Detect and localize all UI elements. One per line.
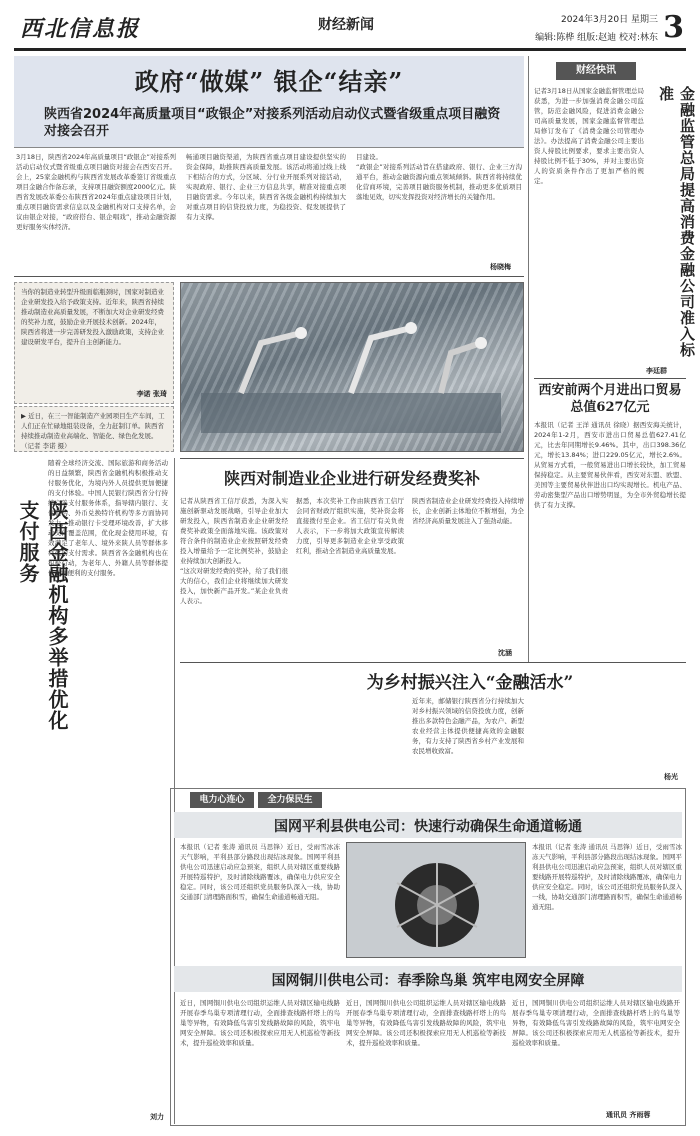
payment-byline: 刘力 [150, 1113, 164, 1121]
photo1-side-text-box [14, 282, 174, 404]
vertical-headline-payment: 陕西金融机构多举措优化支付服务 [16, 500, 69, 731]
lead-column-1: 3月18日，陕西省2024年高质量项目“政银企”对接系列活动启动仪式暨省级重点项目融资对接会在西安召开。会上，25家金融机构与陕西省发展改革委签订省级重点项目金融合作备忘录，支持项目融资额度2000亿元。陕西省发展改革委公布陕西省2024年重点建设项目计划，重点项目融资需求信息以及金融机构对口支持名单，会议由银企对接，“政府搭台、银企唱戏”，推动金融资源更好服务实体经济。 [16, 153, 176, 231]
pingli-text: 本报讯（记者 张涛 通讯员 马思锋）近日，受雨雪冰冻天气影响，平利县部分路段出现结冰现象。国网平利县供电公司迅速启动应急预案，组织人员对辖区重要线路开展特巡特护，及时清除线路覆冰，确保电力供应安全稳定。同时，该公司还组织党员服务队深入一线，协助交通部门清理路面积雪，确保生命通道畅通无阻。 [180, 843, 340, 901]
section-name: 财经新闻 [318, 17, 374, 33]
page-number: 3 [663, 10, 684, 45]
rd-column-1: 记者从陕西省工信厅获悉，为深入实施创新驱动发展战略，引导企业加大研发投入，陕西省制造业企业研发经费奖补政策全面落地实施。该政策对符合条件的制造业企业按照研发经费投入增量给予一定比例奖补，鼓励企业持续加大创新投入。 “这次对研发经费的奖补，给了我们很大的信心，我们企业将继续加大研发投入，加快新产品开发。”某企业负责人表示。 [180, 497, 288, 605]
lead-column-2: 畅通项目融资渠道，为陕西省重点项目建设提供坚实的资金保障，助推陕西高质量发展。该活动将通过线上线下相结合的方式，分区域、分行业开展系列对接活动，实现政府、银行、企业三方信息共享，精准对接重点项目融资需求。今年以来，陕西省各级金融机构持续加大对重点项目的信贷投放力度，为稳投资、促发展提供了有力支撑。 [186, 153, 346, 221]
snow-repair-photo [346, 842, 526, 958]
consumer-finance-byline: 李廷群 [646, 367, 667, 375]
tongchuan-byline: 通讯员 齐雨蓉 [606, 1111, 651, 1119]
factory-photo [180, 282, 524, 452]
divider [534, 378, 686, 379]
consumer-finance-text: 记者3月18日从国家金融监督管理总局获悉，为进一步加强消费金融公司监管，防范金融风险，促进消费金融公司高质量发展，国家金融监督管理总局修订发布了《消费金融公司管理办法》。办法提高了消费金融公司主要出资人持股比例要求，要求主要出资人持股比例不低于30%，并对主要出资人的资质条件作出了更加严格的规定。 [534, 87, 644, 185]
lead-story-header [14, 56, 524, 148]
lead-headline: 政府“做媒” 银企“结亲” [134, 67, 404, 96]
tongchuan-column-1: 近日，国网铜川供电公司组织运维人员对辖区输电线路开展春季鸟巢专项清理行动，全面排查线路杆塔上的鸟巢等异物，有效降低鸟害引发线路故障的风险，筑牢电网安全屏障。该公司还积极探索应用无人机巡检等新技术，提升巡检效率和质量。 [180, 999, 340, 1047]
masthead [14, 4, 686, 56]
masthead-rule [14, 48, 686, 51]
date-line: 2024年3月20日 星期三 [561, 15, 658, 25]
pingli-text-cont: 本报讯（记者 张涛 通讯员 马思锋）近日，受雨雪冰冻天气影响，平利县部分路段出现结冰现象。国网平利县供电公司迅速启动应急预案，组织人员对辖区重要线路开展特巡特护，及时清除线路覆冰，确保电力供应安全稳定。同时，该公司还组织党员服务队深入一线，协助交通部门清理路面积雪，确保生命通道畅通无阻。 [532, 843, 682, 911]
rd-headline: 陕西对制造业企业进行研发经费奖补 [223, 469, 480, 488]
column-label: 财经快讯 [556, 62, 636, 80]
rural-byline: 杨光 [664, 773, 678, 781]
editors-line: 编辑:陈桦 组版:赵迪 校对:林东 [535, 33, 658, 43]
paper-name: 西北信息报 [20, 16, 141, 42]
tire-chains-illustration [347, 843, 526, 958]
tongchuan-column-3: 近日，国网铜川供电公司组织运维人员对辖区输电线路开展春季鸟巢专项清理行动，全面排查线路杆塔上的鸟巢等异物，有效降低鸟害引发线路故障的风险，筑牢电网安全屏障。该公司还积极探索应用无人机巡检等新技术，提升巡检效率和质量。 [512, 999, 680, 1047]
rd-column-2: 据悉，本次奖补工作由陕西省工信厅会同省财政厅组织实施，奖补资金将直接拨付至企业。省工信厅有关负责人表示，下一步将加大政策宣传解读力度，引导更多制造业企业享受政策红利，推动全省制造业高质量发展。 [296, 497, 404, 555]
payment-story-text: 随着全球经济交流、国际旅游和商务活动的日益频繁，陕西省金融机构积极推动支付服务优化，为境内外人员提供更加便捷的支付体验。中国人民银行陕西省分行持续完善支付服务体系，指导辖内银行、支付机构、外币兑换特许机构等多方面协同发力，推动银行卡受理环境改善，扩大移动支付覆盖范围，优化现金使用环境，有效满足了老年人、境外来陕人员等群体多样化的支付需求。陕西省各金融机构也在积极行动，为老年人、外籍人员等群体提供更加便利的支付服务。 [48, 459, 168, 577]
divider [528, 56, 529, 662]
divider [180, 662, 686, 663]
xian-trade-headline: 西安前两个月进出口贸易总值627亿元 [538, 383, 682, 415]
photo1-caption-box [14, 406, 174, 452]
tongchuan-column-2: 近日，国网铜川供电公司组织运维人员对辖区输电线路开展春季鸟巢专项清理行动，全面排查线路杆塔上的鸟巢等异物，有效降低鸟害引发线路故障的风险，筑牢电网安全屏障。该公司还积极探索应用无人机巡检等新技术，提升巡检效率和质量。 [346, 999, 506, 1047]
robot-arms-illustration [181, 283, 524, 452]
power-tag-2: 全力保民生 [258, 792, 322, 808]
xian-trade-text: 本报讯（记者 王洋 通讯员 徐晓）据西安海关统计，2024年1-2月，西安市进出口贸易总值627.41亿元，比去年同期增长9.46%。其中，出口398.36亿元，增长13.84%；进口229.05亿元，增长2.6%。从贸易方式看，一般贸易进出口增长较快，加工贸易保持稳定。从主要贸易伙伴看，西安对东盟、欧盟、美国等主要贸易伙伴进出口均实现增长。机电产品、劳动密集型产品出口增势明显，为全市外贸稳增长提供了有力支撑。 [534, 421, 686, 509]
power-tag-1: 电力心连心 [190, 792, 254, 808]
lead-subhead: 陕西省2024年高质量项目“政银企”对接系列活动启动仪式暨省级重点项目融资对接会召开 [44, 107, 501, 139]
pingli-headline: 国网平利县供电公司：快速行动确保生命通道畅通 [274, 819, 582, 835]
consumer-finance-headline: 金融监管总局提高消费金融公司准入标准 [657, 86, 696, 358]
rd-byline: 沈涵 [498, 649, 512, 657]
divider [180, 458, 524, 459]
tongchuan-headline: 国网铜川供电公司：春季除鸟巢 筑牢电网安全屏障 [271, 973, 585, 989]
photo1-caption: ▶ 近日，在三一智能制造产业园项目生产车间，工人们正在忙碌地组装设备，全力赶制订单。陕西省持续推动制造业高端化、智能化、绿色化发展。（记者 李诺 摄） [21, 412, 165, 450]
lead-column-3: 目建设。 “政银企”对接系列活动旨在搭建政府、银行、企业三方沟通平台，推动金融资源向重点领域倾斜。陕西省将持续优化营商环境，完善项目融资服务机制，推动更多优质项目落地见效，切实发挥投资对经济增长的关键作用。 [356, 153, 522, 201]
photo1-side-byline: 李诺 张琦 [136, 390, 167, 398]
lead-byline: 杨晓梅 [490, 263, 511, 271]
photo1-side-text: 当你的制造业转型升级面临瓶颈时，国家对制造业企业研发投入给予政策支持。近年来，陕西省持续推动制造业高质量发展，不断加大对企业研发经费的奖补力度，鼓励企业开展技术创新。2024年，陕西省将进一步完善研发投入激励政策，支持企业建设研发平台，提升自主创新能力。 [21, 288, 164, 346]
rural-headline: 为乡村振兴注入“金融活水” [366, 673, 574, 693]
rural-text: 近年来，邮储银行陕西省分行持续加大对乡村振兴领域的信贷投放力度，创新推出多款特色金融产品，为农户、新型农业经营主体提供便捷高效的金融服务，有力支持了陕西省乡村产业发展和农民增收致富。 [412, 697, 524, 755]
divider [14, 276, 524, 277]
rd-column-3: 陕西省制造业企业研发经费投入持续增长，企业创新主体地位不断增强，为全省经济高质量发展注入了强劲动能。 [412, 497, 524, 525]
